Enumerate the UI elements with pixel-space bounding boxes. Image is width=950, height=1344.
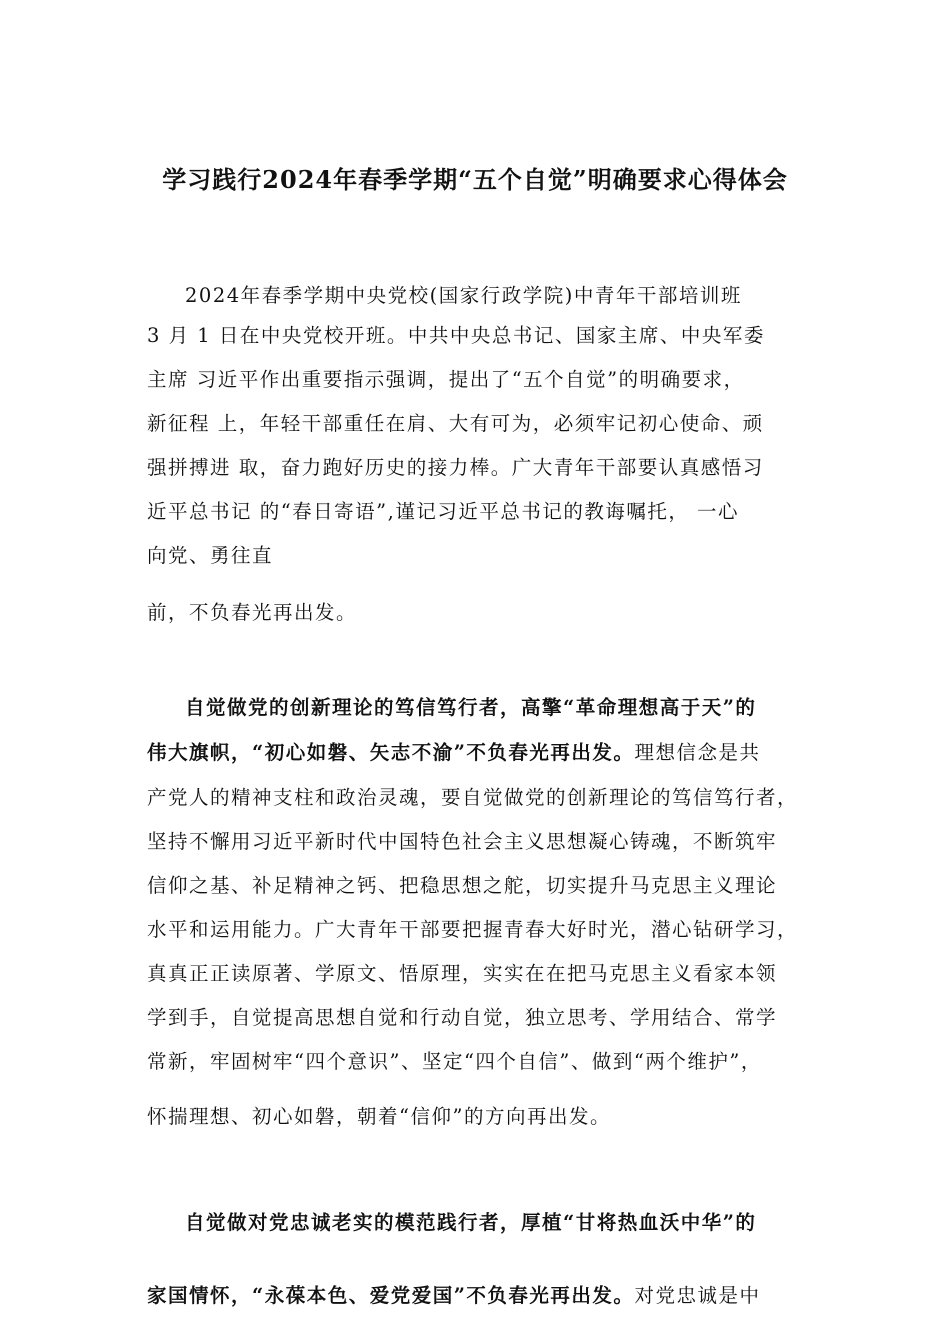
intro-line-3: 主席 习近平作出重要指示强调，提出了“五个自觉”的明确要求， — [147, 368, 745, 391]
section1-line-2 — [147, 739, 760, 767]
intro-line-5: 强拼搏进 取，奋力跑好历史的接力棒。广大青年干部要认真感悟习 — [147, 456, 764, 479]
section2-heading-line-2: 家国情怀，“永葆本色、爱党爱国”不负春光再出发。 — [147, 1284, 635, 1307]
section1-line-6: 水平和运用能力。广大青年干部要把握青春大好时光，潜心钻研学习， — [147, 918, 799, 941]
intro-line-8: 前，不负春光再出发。 — [147, 601, 358, 624]
section1-line-5: 信仰之基、补足精神之钙、把稳思想之舵，切实提升马克思主义理论 — [147, 874, 778, 897]
intro-line-2: 3 月 1 日在中央党校开班。中共中央总书记、国家主席、中央军委 — [147, 324, 765, 347]
section1-line-8: 学到手，自觉提高思想自觉和行动自觉，独立思考、学用结合、常学 — [147, 1006, 778, 1029]
section1-heading-line-2: 伟大旗帜，“初心如磐、矢志不渝”不负春光再出发。 — [147, 741, 635, 764]
section2-line-2-rest: 对党忠诚是中 — [634, 1284, 761, 1307]
section2-heading-line-1: 自觉做对党忠诚老实的模范践行者，厚植“甘将热血沃中华”的 — [185, 1211, 757, 1234]
section1-line-7: 真真正正读原著、学原文、悟原理，实实在在把马克思主义看家本领 — [147, 962, 778, 985]
intro-line-1: 2024年春季学期中央党校(国家行政学院)中青年干部培训班 — [185, 284, 742, 307]
intro-line-4: 新征程 上，年轻干部重任在肩、大有可为，必须牢记初心使命、顽 — [147, 412, 764, 435]
document-title: 学习践行2024年春季学期“五个自觉”明确要求心得体会 — [162, 165, 788, 194]
section1-heading-line-1: 自觉做党的创新理论的笃信笃行者，高擎“革命理想高于天”的 — [185, 696, 757, 719]
intro-line-7: 向党、勇往直 — [147, 544, 274, 567]
intro-line-6: 近平总书记 的“春日寄语”,谨记习近平总书记的教诲嘱托， 一心 — [147, 500, 740, 523]
section1-line-2-rest: 理想信念是共 — [634, 741, 761, 764]
section1-line-3: 产党人的精神支柱和政治灵魂，要自觉做党的创新理论的笃信笃行者， — [147, 786, 799, 809]
section1-line-9: 常新，牢固树牢“四个意识”、坚定“四个自信”、做到“两个维护”， — [147, 1050, 762, 1073]
section1-line-10: 怀揣理想、初心如磐，朝着“信仰”的方向再出发。 — [147, 1105, 611, 1128]
section2-line-2 — [147, 1282, 760, 1310]
section1-line-4: 坚持不懈用习近平新时代中国特色社会主义思想凝心铸魂，不断筑牢 — [147, 830, 778, 853]
